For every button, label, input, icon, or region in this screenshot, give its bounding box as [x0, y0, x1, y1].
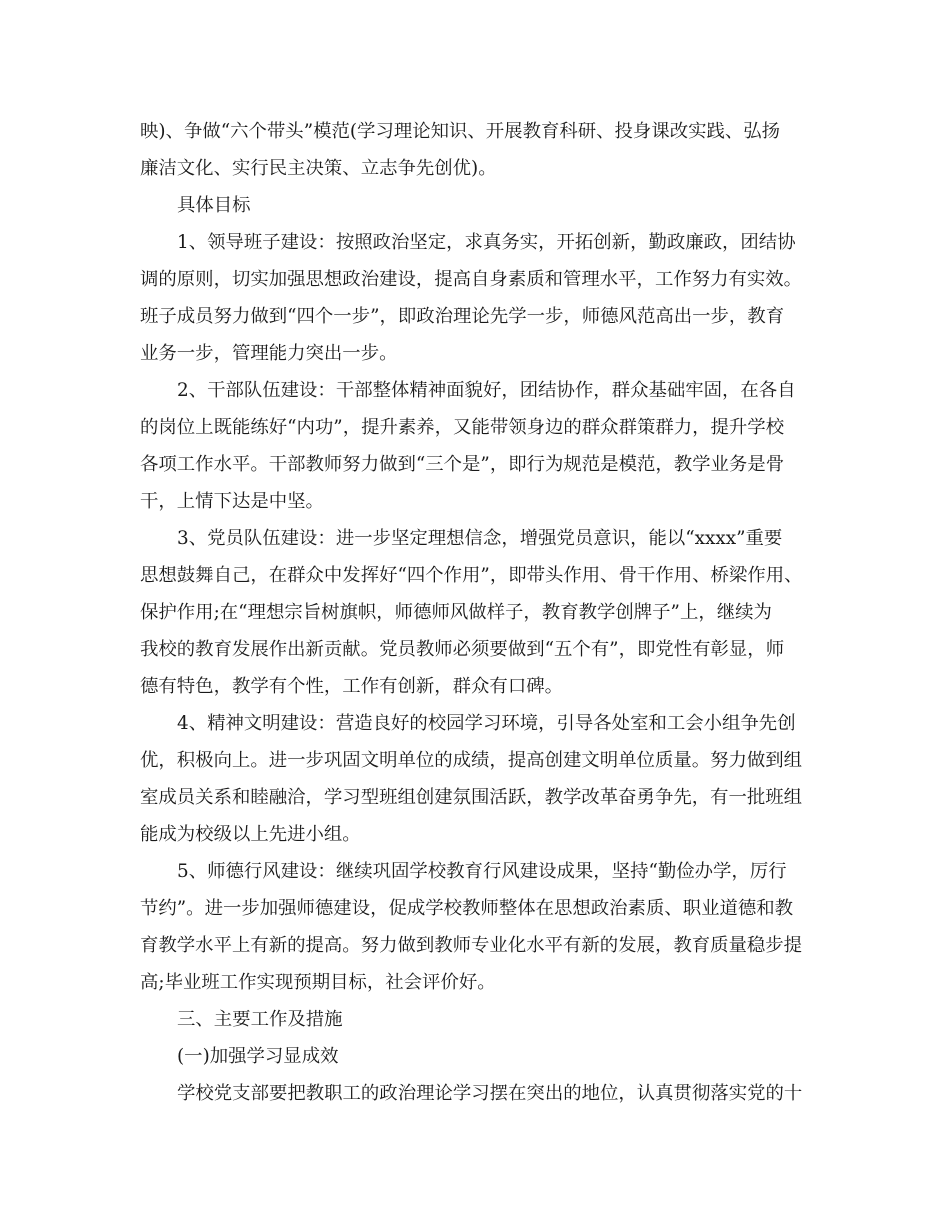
- text-line: 的岗位上既能练好“内功”，提升素养，又能带领身边的群众群策群力，提升学校: [140, 417, 785, 438]
- text-line: 各项工作水平。干部教师努力做到“三个是”，即行为规范是模范，教学业务是骨: [140, 454, 785, 475]
- text-line: 德有特色，教学有个性，工作有创新，群众有口碑。: [140, 676, 563, 697]
- text-line: 4、精神文明建设：营造良好的校园学习环境，引导各处室和工会小组争先创: [177, 713, 796, 734]
- text-line: 业务一步，管理能力突出一步。: [140, 343, 398, 364]
- text-line: 室成员关系和睦融洽，学习型班组创建氛围活跃，教学改革奋勇争先，有一批班组: [140, 787, 803, 808]
- text-line: 节约”。进一步加强师德建设，促成学校教师整体在思想政治素质、职业道德和教: [140, 898, 794, 919]
- text-line: 映)、争做“六个带头”模范(学习理论知识、开展教育科研、投身课改实践、弘扬: [140, 121, 781, 142]
- section-heading: 具体目标: [177, 195, 251, 216]
- text-line: 育教学水平上有新的提高。努力做到教师专业化水平有新的发展，教育质量稳步提: [140, 935, 803, 956]
- text-line: 我校的教育发展作出新贡献。党员教师必须要做到“五个有”，即党性有彰显，师: [140, 639, 785, 660]
- text-line: 3、党员队伍建设：进一步坚定理想信念，增强党员意识，能以“xxxx”重要: [177, 528, 783, 549]
- text-line: 调的原则，切实加强思想政治建设，提高自身素质和管理水平，工作努力有实效。: [140, 269, 803, 290]
- text-line: 干，上情下达是中坚。: [140, 491, 324, 512]
- text-line: 能成为校级以上先进小组。: [140, 824, 361, 845]
- text-line: 2、干部队伍建设：干部整体精神面貌好，团结协作，群众基础牢固，在各自: [177, 380, 796, 401]
- text-line: 思想鼓舞自己，在群众中发挥好“四个作用”，即带头作用、骨干作用、桥梁作用、: [140, 565, 803, 586]
- text-line: 1、领导班子建设：按照政治坚定，求真务实，开拓创新，勤政廉政，团结协: [177, 232, 796, 253]
- text-line: 班子成员努力做到“四个一步”，即政治理论先学一步，师德风范高出一步，教育: [140, 306, 785, 327]
- subsection-heading: (一)加强学习显成效: [177, 1046, 339, 1067]
- text-line: 廉洁文化、实行民主决策、立志争先创优)。: [140, 158, 497, 179]
- text-line: 高;毕业班工作实现预期目标，社会评价好。: [140, 972, 496, 993]
- text-line: 学校党支部要把教职工的政治理论学习摆在突出的地位，认真贯彻落实党的十: [177, 1083, 803, 1104]
- text-line: 优，积极向上。进一步巩固文明单位的成绩，提高创建文明单位质量。努力做到组: [140, 750, 803, 771]
- text-line: 保护作用;在“理想宗旨树旗帜，师德师风做样子，教育教学创牌子”上，继续为: [140, 602, 772, 623]
- text-line: 5、师德行风建设：继续巩固学校教育行风建设成果，坚持“勤俭办学，厉行: [177, 861, 787, 882]
- section-heading: 三、主要工作及措施: [177, 1009, 343, 1030]
